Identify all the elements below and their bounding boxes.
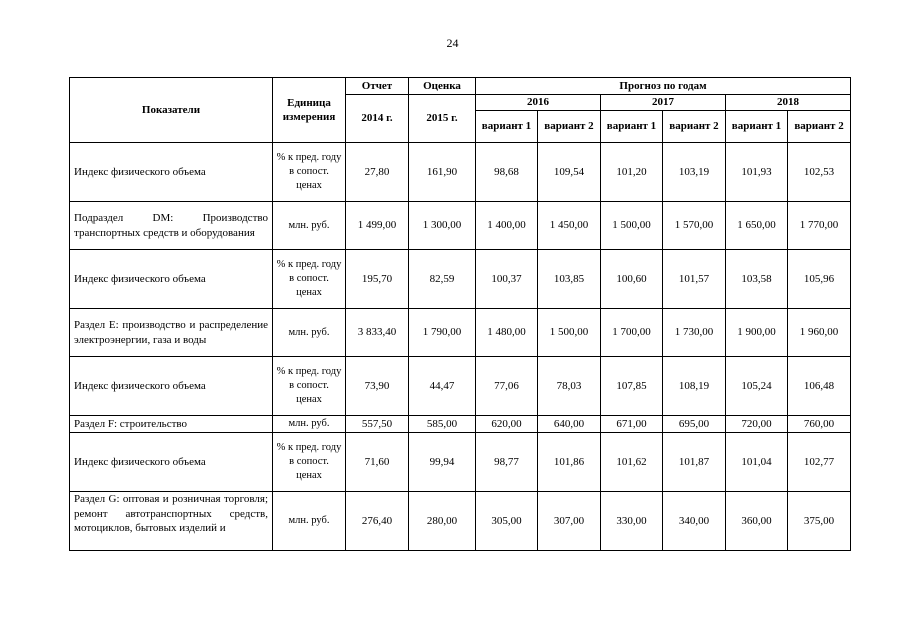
value-2017-v2: 1 570,00 [663,202,726,250]
value-2017-v1: 101,20 [601,143,663,202]
table-row [70,433,851,492]
value-2016-v1: 305,00 [476,492,538,551]
header-variant-1: вариант 1 [601,111,663,143]
table-row [70,250,851,309]
value-2017-v1: 1 700,00 [601,309,663,357]
value-2015: 82,59 [409,250,476,309]
value-2015: 1 300,00 [409,202,476,250]
table-row [70,202,851,250]
value-2018-v2: 102,53 [788,143,851,202]
value-2014: 1 499,00 [346,202,409,250]
value-2018-v1: 101,04 [726,433,788,492]
header-report: Отчет [346,78,409,95]
header-unit: Единица измерения [273,78,346,143]
value-2018-v2: 105,96 [788,250,851,309]
value-2015: 585,00 [409,416,476,433]
value-2017-v1: 100,60 [601,250,663,309]
value-2016-v2: 101,86 [538,433,601,492]
row-name: Раздел F: строительство [70,416,273,433]
table-row [70,492,851,551]
value-2015: 280,00 [409,492,476,551]
row-name: Раздел G: оптовая и розничная торговля; ремонт автотранспортных средств, мотоциклов, бытовых изделий и [70,492,273,551]
header-variant-1: вариант 1 [476,111,538,143]
header-year-2017: 2017 [601,95,726,111]
value-2016-v1: 620,00 [476,416,538,433]
value-2018-v1: 103,58 [726,250,788,309]
header-year-2018: 2018 [726,95,851,111]
value-2018-v1: 720,00 [726,416,788,433]
header-report-year: 2014 г. [346,95,409,143]
value-2016-v2: 103,85 [538,250,601,309]
value-2015: 1 790,00 [409,309,476,357]
value-2018-v1: 1 650,00 [726,202,788,250]
value-2015: 99,94 [409,433,476,492]
value-2018-v2: 102,77 [788,433,851,492]
header-variant-2: вариант 2 [538,111,601,143]
value-2016-v2: 78,03 [538,357,601,416]
value-2017-v1: 101,62 [601,433,663,492]
value-2016-v1: 1 400,00 [476,202,538,250]
value-2016-v1: 98,77 [476,433,538,492]
value-2017-v2: 108,19 [663,357,726,416]
header-year-2016: 2016 [476,95,601,111]
value-2017-v2: 101,87 [663,433,726,492]
row-unit: % к пред. году в сопост. ценах [273,357,346,416]
header-estimate: Оценка [409,78,476,95]
value-2017-v1: 671,00 [601,416,663,433]
row-unit: % к пред. году в сопост. ценах [273,433,346,492]
row-name: Подраздел DM: Производство транспортных средств и оборудования [70,202,273,250]
value-2015: 161,90 [409,143,476,202]
table-row [70,143,851,202]
row-name: Индекс физического объема [70,357,273,416]
value-2017-v1: 107,85 [601,357,663,416]
value-2014: 3 833,40 [346,309,409,357]
row-unit: млн. руб. [273,309,346,357]
value-2018-v2: 1 770,00 [788,202,851,250]
value-2016-v2: 109,54 [538,143,601,202]
value-2017-v2: 1 730,00 [663,309,726,357]
value-2014: 276,40 [346,492,409,551]
value-2016-v2: 307,00 [538,492,601,551]
value-2017-v2: 103,19 [663,143,726,202]
header-estimate-year: 2015 г. [409,95,476,143]
value-2015: 44,47 [409,357,476,416]
value-2017-v2: 340,00 [663,492,726,551]
header-forecast: Прогноз по годам [476,78,851,95]
value-2016-v1: 77,06 [476,357,538,416]
value-2016-v1: 100,37 [476,250,538,309]
value-2014: 71,60 [346,433,409,492]
value-2018-v1: 101,93 [726,143,788,202]
header-variant-1: вариант 1 [726,111,788,143]
row-name: Раздел E: производство и распределение электроэнергии, газа и воды [70,309,273,357]
forecast-table [69,77,851,551]
value-2018-v1: 360,00 [726,492,788,551]
value-2018-v2: 106,48 [788,357,851,416]
table-row [70,309,851,357]
value-2018-v2: 375,00 [788,492,851,551]
value-2018-v1: 1 900,00 [726,309,788,357]
value-2017-v1: 330,00 [601,492,663,551]
header-variant-2: вариант 2 [663,111,726,143]
value-2016-v2: 1 450,00 [538,202,601,250]
table-row [70,357,851,416]
row-unit: млн. руб. [273,492,346,551]
row-name: Индекс физического объема [70,433,273,492]
value-2014: 557,50 [346,416,409,433]
row-unit: млн. руб. [273,202,346,250]
table-row [70,416,851,433]
value-2018-v2: 1 960,00 [788,309,851,357]
value-2017-v2: 695,00 [663,416,726,433]
value-2017-v2: 101,57 [663,250,726,309]
header-variant-2: вариант 2 [788,111,851,143]
row-name: Индекс физического объема [70,250,273,309]
value-2016-v2: 640,00 [538,416,601,433]
row-unit: % к пред. году в сопост. ценах [273,250,346,309]
value-2018-v1: 105,24 [726,357,788,416]
row-unit: млн. руб. [273,416,346,433]
value-2018-v2: 760,00 [788,416,851,433]
value-2016-v1: 1 480,00 [476,309,538,357]
row-name: Индекс физического объема [70,143,273,202]
row-unit: % к пред. году в сопост. ценах [273,143,346,202]
value-2014: 27,80 [346,143,409,202]
value-2017-v1: 1 500,00 [601,202,663,250]
value-2016-v1: 98,68 [476,143,538,202]
value-2014: 195,70 [346,250,409,309]
page-number: 24 [446,36,459,50]
table-container [69,77,851,567]
header-indicators: Показатели [70,78,273,143]
value-2016-v2: 1 500,00 [538,309,601,357]
value-2014: 73,90 [346,357,409,416]
